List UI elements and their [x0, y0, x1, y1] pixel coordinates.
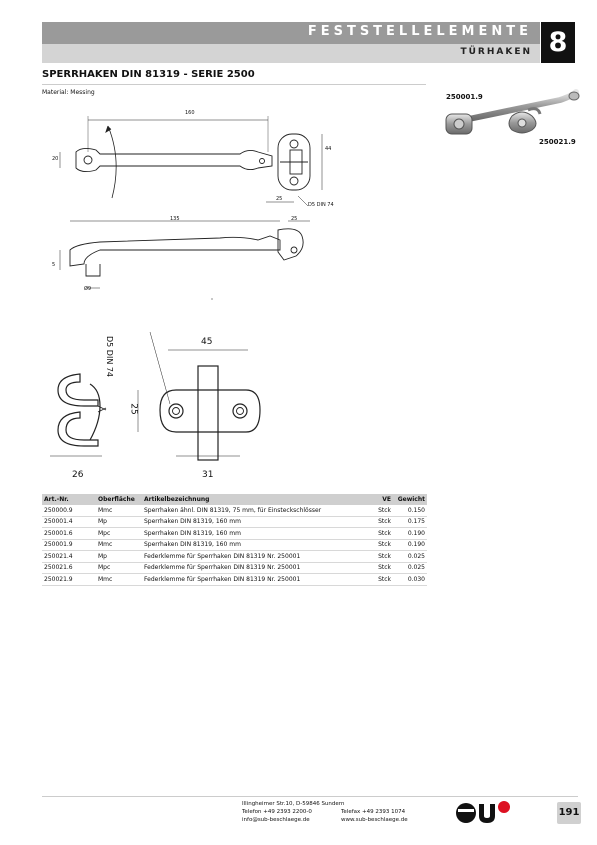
title-divider: [42, 84, 426, 85]
table-row: [42, 551, 427, 563]
header-category-bar: [42, 22, 540, 44]
cell-weight: 0.190: [393, 539, 427, 551]
cell-unit: Stck: [369, 516, 393, 528]
cell-unit: Stck: [369, 528, 393, 540]
cell-unit: Stck: [369, 505, 393, 516]
dim-clip-width: 26: [72, 470, 84, 480]
col-description: Artikelbezeichnung: [142, 494, 369, 505]
footer-fax: Telefax +49 2393 1074: [341, 809, 406, 815]
cell-weight: 0.150: [393, 505, 427, 516]
dim-side-height: 5: [52, 262, 56, 268]
cell-description: Sperrhaken ähnl. DIN 81319, 75 mm, für Einsteckschlösser: [142, 505, 369, 516]
table-row: [42, 562, 427, 574]
company-logo-icon: [455, 798, 515, 826]
dim-screw-note-large: D5 DIN 74: [105, 336, 114, 378]
article-table: [42, 494, 427, 586]
cell-art-nr: 250000.9: [42, 505, 96, 516]
chapter-number: 8: [541, 22, 575, 63]
header-subcategory: TÜRHAKEN: [460, 47, 532, 57]
dim-plate-height-large: 25: [128, 403, 139, 415]
cell-weight: 0.190: [393, 528, 427, 540]
footer-divider: [42, 796, 578, 797]
header-subcategory-bar: [42, 44, 540, 63]
dim-top-height: 20: [52, 156, 59, 162]
photo-label-clip: 250021.9: [539, 138, 576, 146]
table-row: [42, 516, 427, 528]
cell-art-nr: 250021.9: [42, 574, 96, 586]
technical-drawing: [40, 100, 340, 490]
cell-surface: Mmc: [96, 574, 142, 586]
dim-plate-inner: 31: [202, 470, 214, 480]
cell-weight: 0.025: [393, 562, 427, 574]
table-row: [42, 539, 427, 551]
dim-pin-diameter: Ø9: [84, 286, 92, 292]
cell-description: Sperrhaken DIN 81319, 160 mm: [142, 528, 369, 540]
footer-web[interactable]: www.sub-beschlaege.de: [341, 817, 408, 823]
footer-email[interactable]: info@sub-beschlaege.de: [242, 817, 310, 823]
footer-address: Illingheimer Str.10, D-59846 Sundern: [242, 801, 345, 807]
footer-phone: Telefon +49 2393 2200-0: [242, 809, 312, 815]
photo-label-hook: 250001.9: [446, 93, 483, 101]
cell-art-nr: 250001.6: [42, 528, 96, 540]
cell-description: Sperrhaken DIN 81319, 160 mm: [142, 516, 369, 528]
cell-unit: Stck: [369, 562, 393, 574]
product-photo: [440, 86, 586, 148]
cell-description: Federklemme für Sperrhaken DIN 81319 Nr. 250001: [142, 551, 369, 563]
cell-unit: Stck: [369, 551, 393, 563]
cell-description: Federklemme für Sperrhaken DIN 81319 Nr. 250001: [142, 574, 369, 586]
dim-plate-width: 45: [201, 337, 213, 347]
page-number: 191: [557, 802, 581, 824]
footer-contact-block: [341, 808, 408, 824]
table-row: [42, 574, 427, 586]
cell-surface: Mpc: [96, 528, 142, 540]
dim-side-length: 135: [170, 216, 180, 222]
cell-weight: 0.175: [393, 516, 427, 528]
col-art-nr: Art.-Nr.: [42, 494, 96, 505]
table-row: [42, 505, 427, 516]
product-title: SPERRHAKEN DIN 81319 - SERIE 2500: [42, 69, 255, 80]
table-header-row: [42, 494, 427, 505]
cell-surface: Mp: [96, 516, 142, 528]
dim-plate-offset: 25: [276, 196, 283, 202]
dim-top-length: 160: [185, 110, 195, 116]
cell-surface: Mmc: [96, 539, 142, 551]
cell-surface: Mp: [96, 551, 142, 563]
cell-unit: Stck: [369, 539, 393, 551]
cell-art-nr: 250021.6: [42, 562, 96, 574]
header-category: FESTSTELLELEMENTE: [307, 24, 532, 39]
cell-weight: 0.030: [393, 574, 427, 586]
cell-art-nr: 250021.4: [42, 551, 96, 563]
col-surface: Oberfläche: [96, 494, 142, 505]
cell-weight: 0.025: [393, 551, 427, 563]
col-unit: VE: [369, 494, 393, 505]
cell-description: Federklemme für Sperrhaken DIN 81319 Nr. 250001: [142, 562, 369, 574]
dim-side-offset: 25: [291, 216, 298, 222]
cell-unit: Stck: [369, 574, 393, 586]
cell-art-nr: 250001.9: [42, 539, 96, 551]
cell-art-nr: 250001.4: [42, 516, 96, 528]
dim-plate-height: 44: [325, 146, 332, 152]
cell-surface: Mmc: [96, 505, 142, 516]
table-row: [42, 528, 427, 540]
col-weight: Gewicht: [393, 494, 427, 505]
cell-surface: Mpc: [96, 562, 142, 574]
dim-screw-note-small: D5 DIN 74: [308, 202, 334, 208]
cell-description: Sperrhaken DIN 81319, 160 mm: [142, 539, 369, 551]
material-note: Material: Messing: [42, 89, 95, 96]
footer-address-block: [242, 800, 344, 824]
